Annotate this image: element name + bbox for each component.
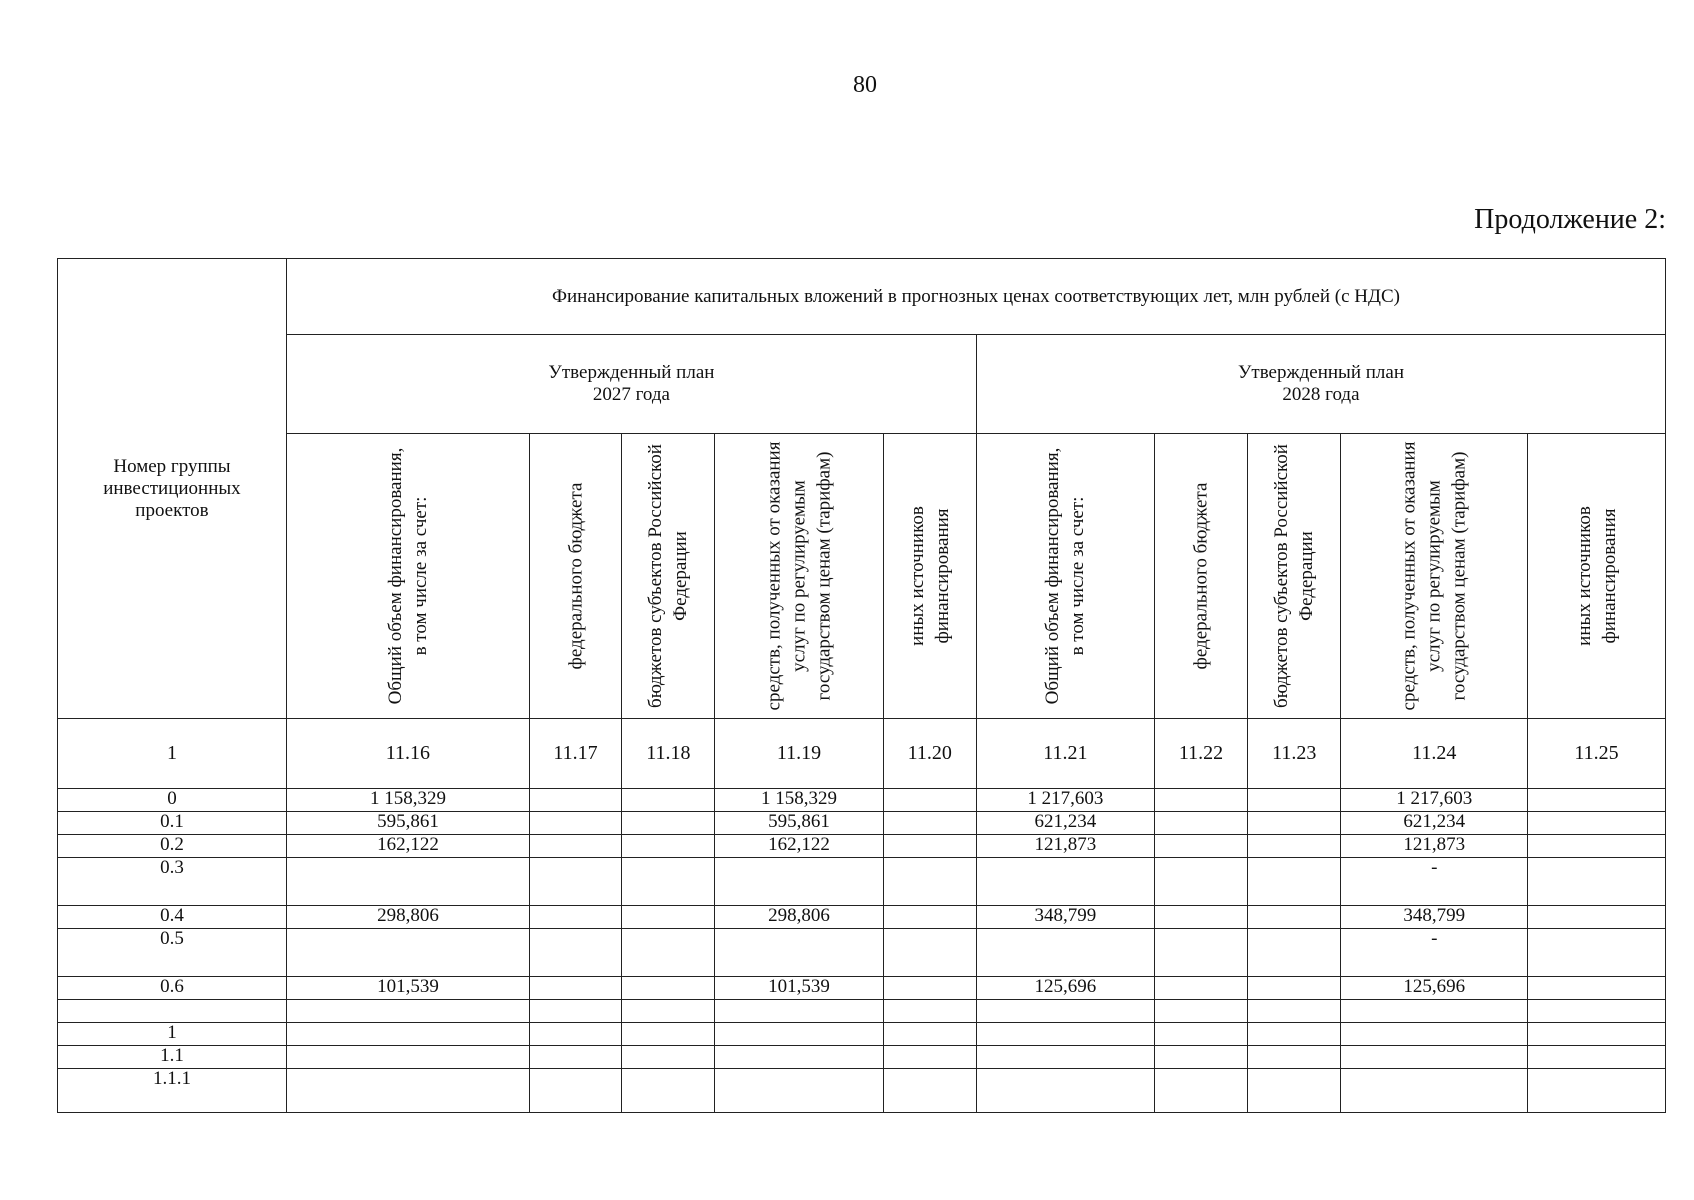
- value-cell: [883, 1000, 976, 1023]
- column-header-text: Общий объем финансирования, в том числе за счет:: [384, 447, 431, 705]
- column-number: 11.17: [529, 719, 621, 789]
- value-cell: [1528, 789, 1666, 812]
- value-cell: [1248, 1023, 1341, 1046]
- value-cell: [1248, 858, 1341, 906]
- value-cell: [1248, 906, 1341, 929]
- value-cell: [715, 1023, 883, 1046]
- value-cell: [715, 929, 883, 977]
- value-cell: [1248, 812, 1341, 835]
- value-cell: [1154, 1023, 1247, 1046]
- group-number-cell: 0: [58, 789, 287, 812]
- value-cell: [622, 812, 715, 835]
- value-cell: [1248, 1069, 1341, 1113]
- column-number: 11.23: [1248, 719, 1341, 789]
- value-cell: [883, 929, 976, 977]
- value-cell: 1 217,603: [976, 789, 1154, 812]
- column-header-9: [1341, 434, 1528, 719]
- plan-2028-header: Утвержденный план 2028 года: [976, 335, 1665, 434]
- column-header-2: [529, 434, 621, 719]
- value-cell: 1 217,603: [1341, 789, 1528, 812]
- column-number: 11.21: [976, 719, 1154, 789]
- value-cell: 1 158,329: [286, 789, 529, 812]
- table-row: [58, 1000, 1666, 1023]
- value-cell: [976, 1000, 1154, 1023]
- value-cell: [1248, 835, 1341, 858]
- value-cell: [622, 1000, 715, 1023]
- value-cell: [1154, 1000, 1247, 1023]
- value-cell: [622, 1069, 715, 1113]
- value-cell: -: [1341, 929, 1528, 977]
- value-cell: 162,122: [286, 835, 529, 858]
- value-cell: [286, 1046, 529, 1069]
- value-cell: [286, 1069, 529, 1113]
- group-number-cell: 0.2: [58, 835, 287, 858]
- value-cell: [286, 1000, 529, 1023]
- value-cell: [715, 1000, 883, 1023]
- value-cell: 595,861: [715, 812, 883, 835]
- value-cell: [1528, 812, 1666, 835]
- value-cell: 595,861: [286, 812, 529, 835]
- value-cell: [883, 1046, 976, 1069]
- column-header-3: [622, 434, 715, 719]
- financing-table: [57, 258, 1666, 1113]
- value-cell: [622, 977, 715, 1000]
- column-header-7: [1154, 434, 1247, 719]
- value-cell: [1341, 1046, 1528, 1069]
- value-cell: [529, 1023, 621, 1046]
- group-number-cell: 1: [58, 1023, 287, 1046]
- value-cell: [883, 789, 976, 812]
- value-cell: [1154, 1069, 1247, 1113]
- table-row: [58, 977, 1666, 1000]
- plan-2027-header: Утвержденный план 2027 года: [286, 335, 976, 434]
- table-row: [58, 812, 1666, 835]
- page-number: 80: [853, 72, 877, 98]
- group-number-cell: 1.1.1: [58, 1069, 287, 1113]
- value-cell: [1341, 1069, 1528, 1113]
- table-row: [58, 906, 1666, 929]
- column-header-text: средств, полученных от оказания услуг по регулируемым государством ценам (тарифам): [1398, 441, 1470, 711]
- value-cell: [976, 1023, 1154, 1046]
- column-header-10: [1528, 434, 1666, 719]
- column-header-6: [976, 434, 1154, 719]
- value-cell: [715, 858, 883, 906]
- value-cell: [883, 835, 976, 858]
- value-cell: [529, 906, 621, 929]
- value-cell: [976, 1069, 1154, 1113]
- value-cell: [1341, 1000, 1528, 1023]
- value-cell: [1528, 977, 1666, 1000]
- column-header-text: бюджетов субъектов Российской Федерации: [1271, 444, 1318, 708]
- value-cell: [286, 858, 529, 906]
- value-cell: [1154, 1046, 1247, 1069]
- value-cell: [1528, 858, 1666, 906]
- value-cell: [1154, 835, 1247, 858]
- column-header-text: иных источников финансирования: [906, 506, 953, 646]
- column-header-text: федерального бюджета: [565, 482, 587, 670]
- value-cell: [622, 1023, 715, 1046]
- column-number: 11.18: [622, 719, 715, 789]
- value-cell: [529, 858, 621, 906]
- value-cell: [1528, 929, 1666, 977]
- value-cell: 298,806: [715, 906, 883, 929]
- value-cell: [622, 789, 715, 812]
- column-header-text: Общий объем финансирования, в том числе за счет:: [1042, 447, 1089, 705]
- table-row: [58, 1069, 1666, 1113]
- group-number-cell: 0.5: [58, 929, 287, 977]
- value-cell: [1528, 835, 1666, 858]
- table-row: [58, 929, 1666, 977]
- value-cell: [1248, 789, 1341, 812]
- value-cell: [883, 977, 976, 1000]
- value-cell: [529, 789, 621, 812]
- continuation-label: Продолжение 2:: [1474, 204, 1666, 235]
- value-cell: 621,234: [1341, 812, 1528, 835]
- column-number: 11.19: [715, 719, 883, 789]
- value-cell: [286, 1023, 529, 1046]
- value-cell: [883, 812, 976, 835]
- value-cell: [883, 858, 976, 906]
- column-number: 11.20: [883, 719, 976, 789]
- value-cell: [286, 929, 529, 977]
- value-cell: 101,539: [715, 977, 883, 1000]
- value-cell: [529, 1069, 621, 1113]
- group-number-cell: 0.1: [58, 812, 287, 835]
- value-cell: [976, 858, 1154, 906]
- value-cell: [883, 1023, 976, 1046]
- value-cell: [529, 1046, 621, 1069]
- value-cell: [976, 1046, 1154, 1069]
- group-number-cell: 0.6: [58, 977, 287, 1000]
- value-cell: [883, 1069, 976, 1113]
- column-header-4: [715, 434, 883, 719]
- table-row: [58, 858, 1666, 906]
- column-header-text: федерального бюджета: [1190, 482, 1212, 670]
- value-cell: 298,806: [286, 906, 529, 929]
- value-cell: [529, 929, 621, 977]
- column-header-8: [1248, 434, 1341, 719]
- value-cell: [1154, 929, 1247, 977]
- value-cell: [1528, 906, 1666, 929]
- value-cell: [1248, 929, 1341, 977]
- value-cell: [1528, 1046, 1666, 1069]
- value-cell: [1154, 977, 1247, 1000]
- value-cell: 348,799: [1341, 906, 1528, 929]
- value-cell: 621,234: [976, 812, 1154, 835]
- value-cell: [529, 812, 621, 835]
- value-cell: [883, 906, 976, 929]
- value-cell: [1154, 789, 1247, 812]
- value-cell: 125,696: [1341, 977, 1528, 1000]
- value-cell: [1248, 1046, 1341, 1069]
- column-number: 11.24: [1341, 719, 1528, 789]
- group-number-cell: 0.3: [58, 858, 287, 906]
- value-cell: [529, 977, 621, 1000]
- value-cell: [1154, 812, 1247, 835]
- value-cell: [529, 1000, 621, 1023]
- table-row: [58, 789, 1666, 812]
- value-cell: [622, 1046, 715, 1069]
- value-cell: 121,873: [976, 835, 1154, 858]
- column-number: 11.22: [1154, 719, 1247, 789]
- value-cell: [976, 929, 1154, 977]
- column-header-1: [286, 434, 529, 719]
- value-cell: 162,122: [715, 835, 883, 858]
- value-cell: -: [1341, 858, 1528, 906]
- column-header-5: [883, 434, 976, 719]
- column-number: 1: [58, 719, 287, 789]
- value-cell: [622, 906, 715, 929]
- value-cell: [1154, 858, 1247, 906]
- group-number-cell: [58, 1000, 287, 1023]
- value-cell: [1528, 1000, 1666, 1023]
- value-cell: [1154, 906, 1247, 929]
- value-cell: [622, 929, 715, 977]
- value-cell: [715, 1046, 883, 1069]
- value-cell: 348,799: [976, 906, 1154, 929]
- group-number-header-text: Номер группы инвестиционных проектов: [103, 455, 241, 521]
- value-cell: [715, 1069, 883, 1113]
- value-cell: [1341, 1023, 1528, 1046]
- table-row: [58, 1046, 1666, 1069]
- value-cell: 125,696: [976, 977, 1154, 1000]
- value-cell: [1248, 977, 1341, 1000]
- group-number-cell: 0.4: [58, 906, 287, 929]
- value-cell: [622, 835, 715, 858]
- column-header-text: иных источников финансирования: [1573, 506, 1620, 646]
- value-cell: [622, 858, 715, 906]
- column-number: 11.25: [1528, 719, 1666, 789]
- table-row: [58, 835, 1666, 858]
- value-cell: [1248, 1000, 1341, 1023]
- column-number: 11.16: [286, 719, 529, 789]
- value-cell: 121,873: [1341, 835, 1528, 858]
- column-header-text: средств, полученных от оказания услуг по регулируемым государством ценам (тарифам): [763, 441, 835, 711]
- value-cell: [1528, 1069, 1666, 1113]
- value-cell: 101,539: [286, 977, 529, 1000]
- value-cell: 1 158,329: [715, 789, 883, 812]
- table-row: [58, 1023, 1666, 1046]
- column-header-text: бюджетов субъектов Российской Федерации: [645, 444, 692, 708]
- value-cell: [1528, 1023, 1666, 1046]
- financing-title: Финансирование капитальных вложений в прогнозных ценах соответствующих лет, млн рублей (с НДС): [286, 259, 1665, 335]
- group-number-cell: 1.1: [58, 1046, 287, 1069]
- value-cell: [529, 835, 621, 858]
- group-number-header: [58, 259, 287, 719]
